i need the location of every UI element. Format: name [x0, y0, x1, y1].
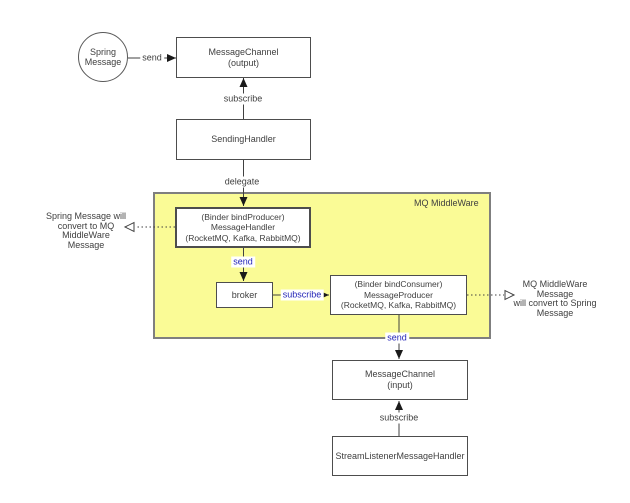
- message-channel-output-line1: MessageChannel: [208, 46, 279, 57]
- message-channel-output-line2: (output): [227, 57, 260, 68]
- annotation-left-line2: convert to MQ: [57, 220, 115, 231]
- annotation-left-line3: MiddleWare Message: [62, 230, 110, 250]
- node-message-handler: [175, 207, 311, 248]
- edge-label-send-top: send: [142, 52, 162, 63]
- message-channel-input-line1: MessageChannel: [364, 369, 436, 379]
- node-message-channel-output: [176, 37, 311, 78]
- message-producer-line1: (Binder bindConsumer): [354, 279, 443, 290]
- sending-handler-label: SendingHandler: [211, 134, 276, 144]
- message-handler-line1: (Binder bindProducer): [201, 211, 285, 222]
- node-spring-message: [78, 32, 128, 82]
- stream-listener-label: StreamListenerMessageHandler: [335, 450, 465, 461]
- edge-label-subscribe-mid: subscribe: [282, 289, 322, 300]
- edge-subscribe-top-arrowhead: [240, 78, 248, 87]
- node-message-channel-input: [332, 360, 468, 400]
- edge-send-mid-arrowhead: [240, 272, 248, 281]
- edge-label-send-mid: send: [233, 256, 253, 267]
- message-producer-line3: (RocketMQ, Kafka, RabbitMQ): [340, 300, 457, 311]
- node-message-producer: [330, 275, 467, 315]
- broker-label: broker: [231, 289, 258, 300]
- message-handler-line2: MessageHandler: [210, 222, 276, 233]
- node-stream-listener-message-handler: [332, 436, 468, 476]
- mq-middleware-region-label: MQ MiddleWare: [414, 198, 479, 208]
- annotation-right-line2: will convert to Spring: [513, 298, 597, 308]
- annotation-left-convert: [44, 212, 128, 250]
- edge-label-subscribe-top: subscribe: [223, 93, 263, 104]
- annotation-right-convert: [505, 280, 605, 318]
- edge-subscribe-bottom-arrowhead: [395, 401, 403, 410]
- node-broker: [216, 282, 273, 308]
- spring-message-line2: Message: [84, 57, 122, 67]
- message-handler-line3: (RocketMQ, Kafka, RabbitMQ): [185, 232, 301, 243]
- message-producer-line2: MessageProducer: [364, 289, 433, 300]
- edge-label-send-bottom: send: [387, 332, 407, 343]
- annotation-right-line1: MQ MiddleWare Message: [522, 279, 588, 299]
- spring-message-line1: Spring: [89, 46, 116, 57]
- annotation-left-line1: Spring Message will: [45, 211, 127, 221]
- edge-send-top-arrowhead: [167, 54, 176, 62]
- edge-label-delegate: delegate: [224, 176, 260, 187]
- annotation-right-line3: Message: [536, 307, 574, 318]
- edge-label-subscribe-bottom: subscribe: [379, 412, 419, 423]
- message-channel-input-line2: (input): [387, 380, 413, 390]
- edge-delegate-arrowhead: [240, 197, 248, 206]
- edge-send-bottom-arrowhead: [395, 350, 403, 359]
- node-sending-handler: [176, 119, 311, 160]
